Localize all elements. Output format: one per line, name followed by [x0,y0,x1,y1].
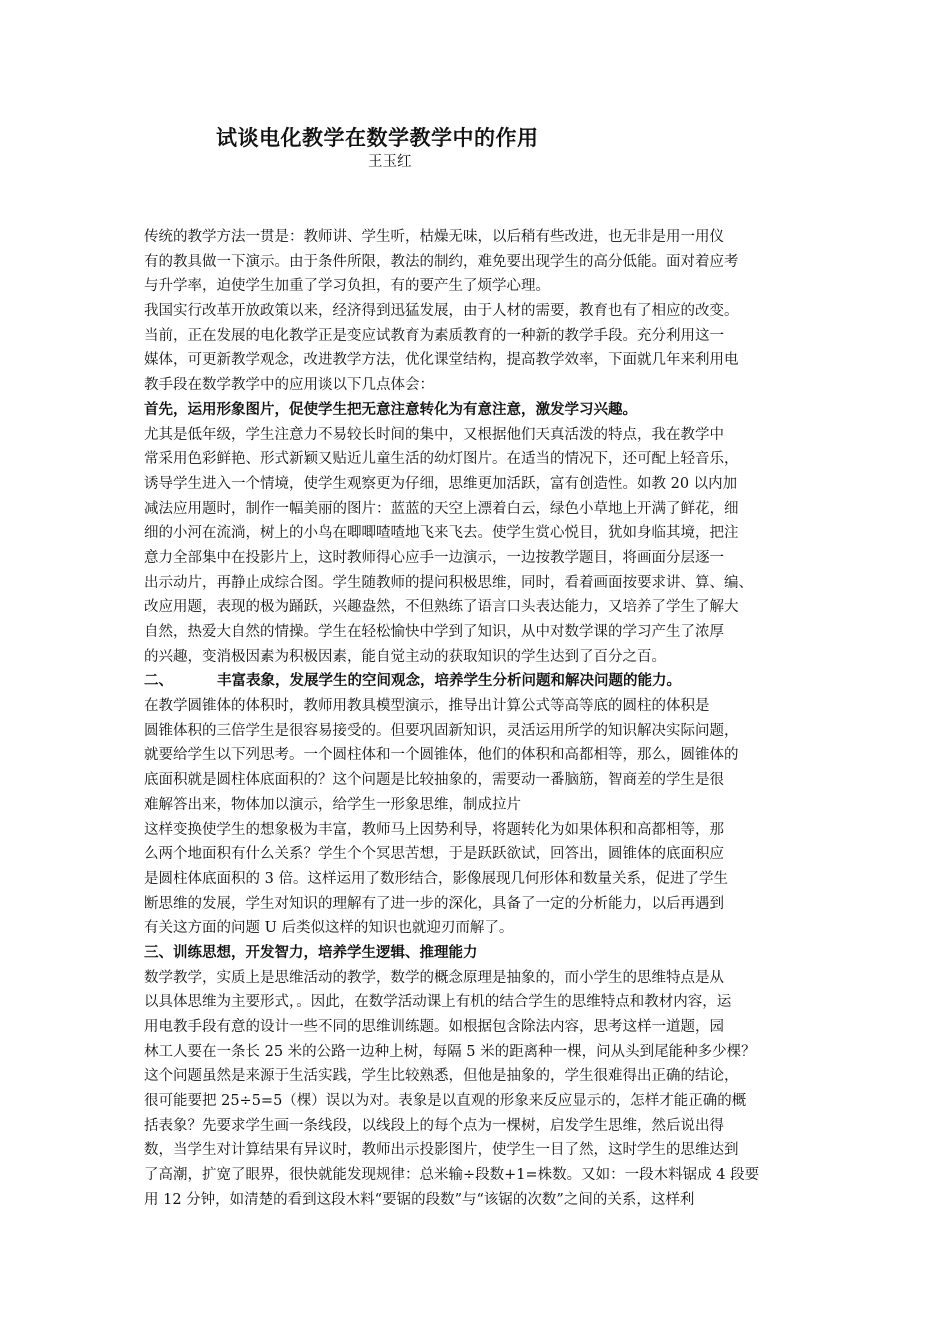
body-line [144,842,814,867]
body-line [144,546,814,571]
body-line-text: 用电教手段有意的设计一些不同的思维训练题。如根据包含除法内容，思考这样一道题，园 [144,1019,724,1035]
body-line [144,447,814,472]
body-line-text: 有的教具做一下演示。由于条件所限，教法的制约，难免要出现学生的高分低能。面对着应考 [144,253,739,270]
body-line-text: 断思维的发展，学生对知识的理解有了进一步的深化，具备了一定的分析能力，以后再遇到 [144,895,724,912]
body-line-text: 林工人要在一条长 25 米的公路一边种上树，每隔 5 米的距离种一棵，问从头到尾能种多少棵？ [144,1043,756,1060]
body-line [144,1138,814,1163]
body-line [144,694,814,719]
body-line-text: 底面积就是圆柱体底面积的？这个问题是比较抽象的，需要动一番脑筋，智商差的学生是很 [144,772,724,789]
body-line-text: 么两个地面积有什么关系？学生个个冥思苦想，于是跃跃欲试，回答出，圆锥体的底面积应 [144,846,724,863]
body-line-text: 以具体思维为主要形式，。因此，在数学活动课上有机的结合学生的思维特点和教材内容，运 [144,994,732,1011]
body-line [144,990,814,1015]
body-line [144,1040,814,1065]
body-line [144,818,814,843]
body-line-text: 教手段在数学教学中的应用谈以下几点体会： [144,377,434,394]
body-line-text: 了高潮，扩宽了眼界，很快就能发现规律：总米输÷段数+1=株数。又如：一段木料锯成 4 段要 [144,1167,760,1184]
document-title: 试谈电化教学在数学教学中的作用 [216,125,539,150]
body-line-text: 减法应用题时，制作一幅美丽的图片：蓝蓝的天空上漂着白云，绿色小草地上开满了鲜花，细 [144,500,739,517]
body-line-text: 传统的教学方法一贯是：教师讲、学生听，枯燥无味，以后稍有些改进，也无非是用一用仪 [144,229,724,245]
body-line-text: 这个问题虽然是来源于生活实践，学生比较熟悉，但他是抽象的，学生很难得出正确的结论， [144,1068,739,1085]
body-line-text: 很可能要把 25÷5=5（棵）误以为对。表象是以直观的形象来反应显示的，怎样才能正确的概 [144,1093,747,1110]
body-line [144,867,814,892]
body-line-text: 数，当学生对计算结果有异议时，教师出示投影图片，使学生一目了然，这时学生的思维达到 [144,1142,739,1159]
body-line-text: 媒体，可更新教学观念，改进教学方法，优化课堂结构，提高教学效率，下面就几年来利用电 [144,352,739,369]
body-line [144,225,814,250]
body-line-text: 是圆柱体底面积的 3 倍。这样运用了数形结合，影像展现几何形体和数量关系，促进了学生 [144,870,728,887]
body-line [144,1064,814,1089]
body-line [144,620,814,645]
body-line-text: 诱导学生进入一个情境，使学生观察更为仔细，思维更加活跃，富有创造性。如教 20 以内加 [144,475,738,492]
body-line [144,274,814,299]
body-line-text: 这样变换使学生的想象极为丰富，教师马上因势利导，将题转化为如果体积和高都相等，那 [144,821,724,838]
body-line [144,941,814,966]
body-line [144,299,814,324]
document-author: 王玉红 [368,154,412,170]
body-line-text: 的兴趣，变消极因素为积极因素，能自觉主动的获取知识的学生达到了百分之百。 [144,648,666,665]
body-line-text: 数学教学，实质上是思维活动的教学，数学的概念原理是抽象的，而小学生的思维特点是从 [144,969,724,986]
body-line [144,1114,814,1139]
body-line-text: 有关这方面的问题 U 后类似这样的知识也就迎刃而解了。 [144,920,514,937]
body-line-text: 细的小河在流淌，树上的小鸟在唧唧喳喳地飞来飞去。使学生赏心悦目，犹如身临其境，把注 [144,525,739,542]
body-line [144,1015,814,1040]
body-line [144,324,814,349]
body-line-text: 首先，运用形象图片，促使学生把无意注意转化为有意注意，激发学习兴趣。 [144,400,637,418]
body-line [144,250,814,275]
body-line [144,966,814,991]
body-line [144,768,814,793]
body-line [144,348,814,373]
body-line-text: 改应用题，表现的极为踊跃，兴趣盎然，不但熟练了语言口头表达能力，又培养了学生了解大 [144,599,739,616]
body-line [144,743,814,768]
body-line [144,1089,814,1114]
body-line [144,793,814,818]
body-line [144,1188,814,1213]
body-line [144,423,814,448]
body-line-text: 圆锥体积的三倍学生是很容易接受的。但要巩固新知识，灵活运用所学的知识解决实际问题， [144,722,739,739]
body-line [144,497,814,522]
body-line [144,669,814,694]
body-line-text: 意力全部集中在投影片上，这时教师得心应手一边演示，一边按教学题目，将画面分层逐一 [144,549,724,566]
body-line-text: 在教学圆锥体的体积时，教师用教具模型演示，推导出计算公式等高等底的圆柱的体积是 [144,698,710,715]
body-line [144,1163,814,1188]
body-line [144,472,814,497]
body-line-text: 用 12 分钟，如清楚的看到这段木料“要锯的段数”与“该锯的次数”之间的关系，这样利 [144,1191,695,1208]
body-line [144,892,814,917]
body-line-heading-text: 丰富表象，发展学生的空间观念，培养学生分析问题和解决问题的能力。 [217,672,681,690]
document-body [144,225,814,1213]
body-line [144,719,814,744]
body-line-text: 出示动片，再静止成综合图。学生随教师的提问积极思维，同时，看着画面按要求讲、算、编、 [144,574,753,591]
body-line-text: 当前，正在发展的电化教学正是变应试教育为素质教育的一种新的教学手段。充分利用这一 [144,327,724,344]
body-line-text: 与升学率，迫使学生加重了学习负担，有的要产生了烦学心理。 [144,278,550,295]
body-line-text: 尤其是低年级，学生注意力不易较长时间的集中，又根据他们天真活泼的特点，我在教学中 [144,426,724,443]
body-line [144,571,814,596]
body-line-text: 我国实行改革开放政策以来，经济得到迅猛发展，由于人材的需要，教育也有了相应的改变。 [144,303,739,320]
body-line-text: 就要给学生以下列思考。一个圆柱体和一个圆锥体，他们的体积和高都相等，那么，圆锥体的 [144,747,739,764]
body-line [144,398,814,423]
body-line-text: 二、 [144,672,173,690]
body-line [144,373,814,398]
body-line [144,595,814,620]
body-line [144,645,814,670]
body-line-text: 常采用色彩鲜艳、形式新颖又贴近儿童生活的幼灯图片。在适当的情况下，还可配上轻音乐， [144,451,739,468]
body-line-text: 难解答出来，物体加以演示，给学生一形象思维，制成拉片 [144,796,521,813]
body-line [144,521,814,546]
body-line-text: 自然，热爱大自然的情操。学生在轻松愉快中学到了知识，从中对数学课的学习产生了浓厚 [144,624,724,640]
body-line [144,916,814,941]
body-line-text: 括表象？先要求学生画一条线段，以线段上的每个点为一棵树，启发学生思维，然后说出得 [144,1117,724,1134]
body-line-text: 三、训练思想，开发智力，培养学生逻辑、推理能力 [144,943,478,961]
